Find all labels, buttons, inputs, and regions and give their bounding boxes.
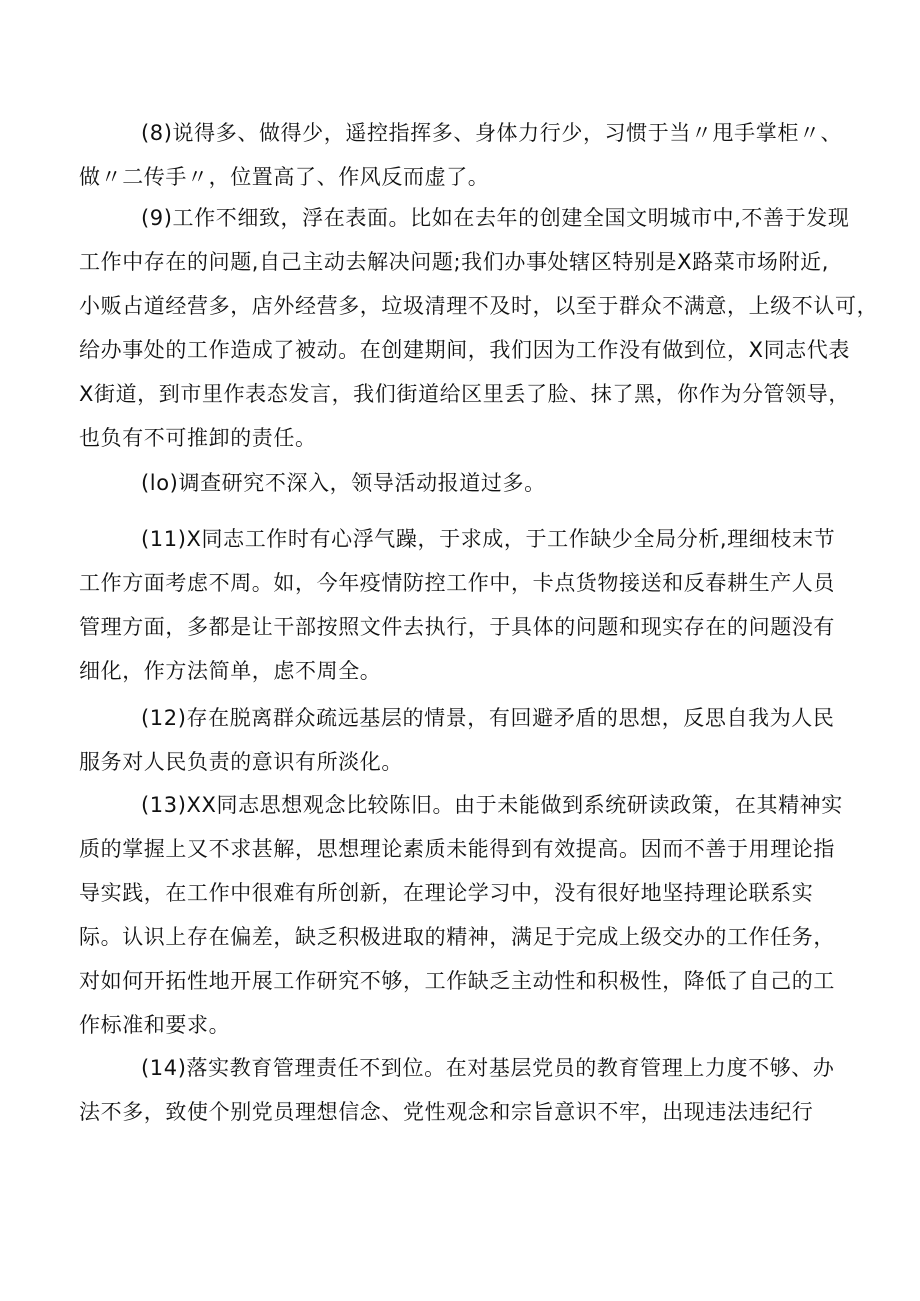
text-line: (13)XX同志思想观念比较陈旧。由于未能做到系统研读政策，在其精神实	[141, 793, 843, 817]
text-line: (12)存在脱离群众疏远基层的情景，有回避矛盾的思想，反思自我为人民	[141, 706, 835, 730]
text-line: (11)X同志工作时有心浮气躁，于求成，于工作缺少全局分析,理细枝末节	[141, 527, 836, 551]
text-line: 做〃二传手〃，位置高了、作风反而虚了。	[79, 165, 490, 189]
text-line: 导实践，在工作中很难有所创新，在理论学习中，没有很好地坚持理论联系实	[79, 881, 814, 905]
text-line: (lo)调查研究不深入，领导活动报道过多。	[141, 471, 546, 495]
text-line: 给办事处的工作造成了被动。在创建期间，我们因为工作没有做到位，X同志代表	[79, 338, 850, 362]
text-line: 工作中存在的问题,自己主动去解决问题;我们办事处辖区特别是X路菜市场附近,	[79, 250, 830, 274]
text-line: 管理方面，多都是让干部按照文件去执行，于具体的问题和现实存在的问题没有	[79, 615, 835, 639]
text-line: 小贩占道经营多，店外经营多，垃圾清理不及时，以至于群众不满意，上级不认可，	[79, 294, 879, 318]
text-line: X街道，到市里作表态发言，我们街道给区里丢了脸、抹了黑，你作为分管领导，	[79, 382, 850, 406]
text-line: 服务对人民负责的意识有所淡化。	[79, 750, 403, 774]
text-line: (14)落实教育管理责任不到位。在对基层党员的教育管理上力度不够、办	[141, 1056, 835, 1080]
text-line: 法不多，致使个别党员理想信念、党性观念和宗旨意识不牢，出现违法违纪行	[79, 1100, 814, 1124]
text-line: (9)工作不细致，浮在表面。比如在去年的创建全国文明城市中,不善于发现	[141, 206, 850, 230]
text-line: 质的掌握上又不求甚解，思想理论素质未能得到有效提高。因而不善于用理论指	[79, 837, 835, 861]
text-line: 际。认识上存在偏差，缺乏积极进取的精神，满足于完成上级交办的工作任务，	[79, 925, 835, 949]
text-line: 细化，作方法简单，虑不周全。	[79, 659, 382, 683]
text-line: 对如何开拓性地开展工作研究不够，工作缺乏主动性和积极性，降低了自己的工	[79, 969, 835, 993]
text-line: 工作方面考虑不周。如，今年疫情防控工作中，卡点货物接送和反春耕生产人员	[79, 571, 835, 595]
text-line: 也负有不可推卸的责任。	[79, 426, 317, 450]
text-line: 作标准和要求。	[79, 1013, 231, 1037]
text-line: (8)说得多、做得少，遥控指挥多、身体力行少，习惯于当〃甩手掌柜〃、	[141, 121, 843, 145]
